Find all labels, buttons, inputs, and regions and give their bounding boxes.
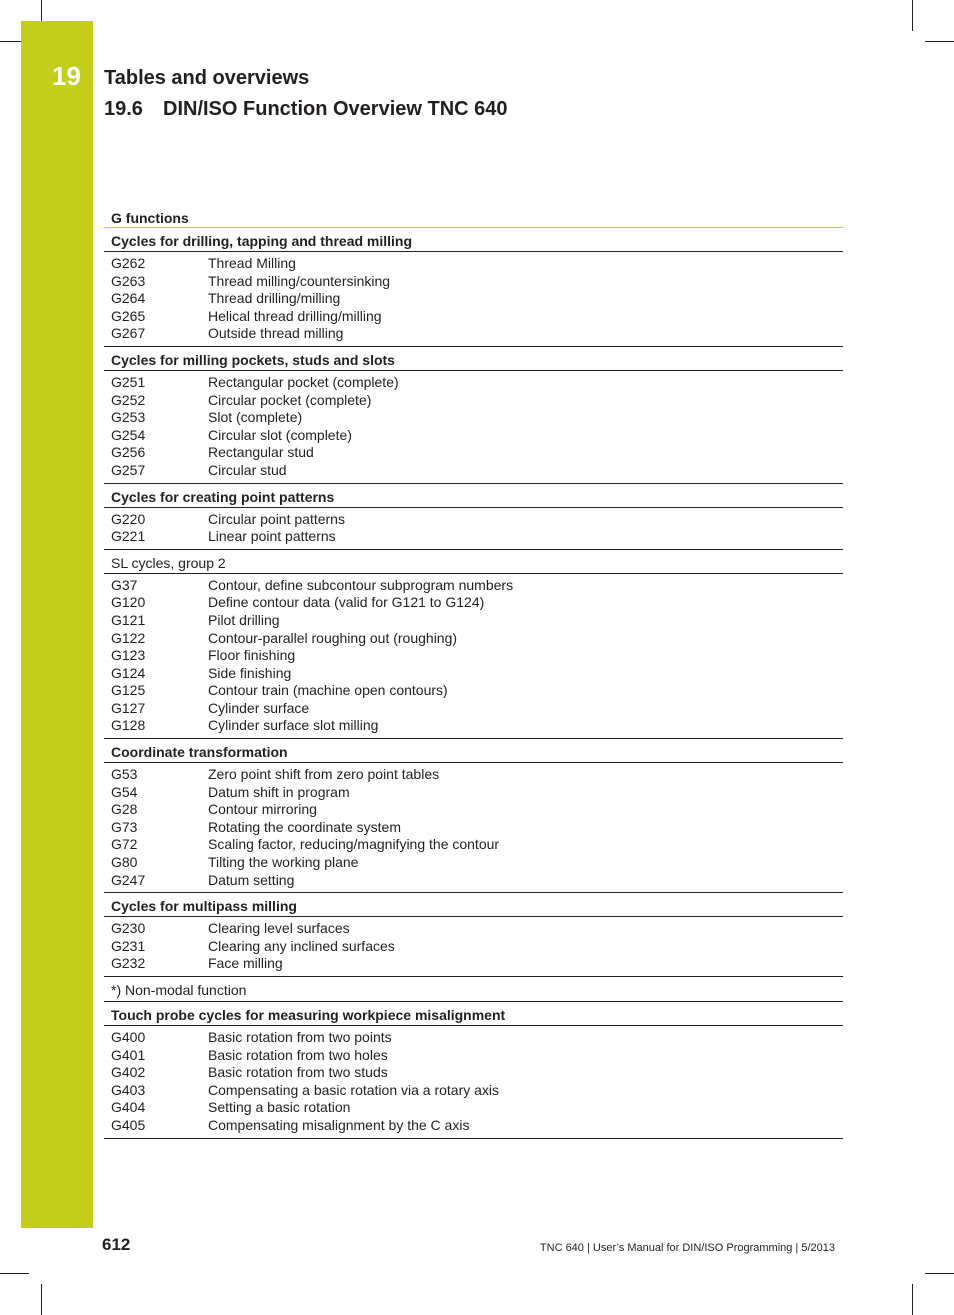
g-code: G127 bbox=[111, 699, 146, 716]
table-row bbox=[104, 630, 843, 648]
table-row bbox=[104, 462, 843, 480]
table-group bbox=[104, 228, 843, 347]
table-group bbox=[104, 1002, 843, 1139]
chapter-number: 19 bbox=[52, 61, 81, 91]
table-row bbox=[104, 594, 843, 612]
g-code: G73 bbox=[111, 818, 138, 835]
function-description: Datum setting bbox=[208, 871, 295, 888]
group-heading: Cycles for creating point patterns bbox=[104, 484, 843, 508]
group-rows bbox=[104, 508, 843, 549]
g-code: G125 bbox=[111, 682, 146, 699]
table-row bbox=[104, 427, 843, 445]
page-number: 612 bbox=[102, 1235, 131, 1254]
chapter-color-bar bbox=[21, 21, 93, 1228]
table-row bbox=[104, 577, 843, 595]
g-code: G80 bbox=[111, 854, 138, 871]
table-group bbox=[104, 977, 843, 1002]
g-code: G401 bbox=[111, 1046, 146, 1063]
g-code: G252 bbox=[111, 391, 146, 408]
table-group bbox=[104, 347, 843, 484]
function-description: Basic rotation from two points bbox=[208, 1029, 392, 1045]
table-row bbox=[104, 682, 843, 700]
function-description: Compensating misalignment by the C axis bbox=[208, 1116, 470, 1133]
section-title bbox=[104, 98, 508, 121]
table-row bbox=[104, 955, 843, 973]
group-heading: Touch probe cycles for measuring workpiece misalignment bbox=[104, 1002, 843, 1026]
function-description: Zero point shift from zero point tables bbox=[208, 766, 440, 783]
function-description: Rotating the coordinate system bbox=[208, 818, 401, 835]
chapter-title: Tables and overviews bbox=[104, 67, 310, 89]
crop-mark bbox=[925, 41, 954, 42]
group-rows bbox=[104, 371, 843, 483]
function-description: Clearing level surfaces bbox=[208, 920, 350, 937]
g-code: G405 bbox=[111, 1116, 146, 1133]
group-heading: *) Non-modal function bbox=[111, 982, 247, 998]
function-description: Pilot drilling bbox=[208, 611, 280, 628]
function-description: Thread milling/countersinking bbox=[208, 272, 391, 289]
group-heading: Cycles for milling pockets, studs and slots bbox=[104, 347, 843, 371]
function-description: Contour, define subcontour subprogram numbers bbox=[208, 576, 514, 593]
function-description: Helical thread drilling/milling bbox=[208, 307, 382, 324]
function-description: Face milling bbox=[208, 955, 283, 972]
table-row bbox=[104, 409, 843, 427]
g-code: G232 bbox=[111, 955, 146, 972]
g-code: G121 bbox=[111, 611, 146, 628]
crop-mark bbox=[41, 1284, 42, 1315]
table-row bbox=[104, 273, 843, 291]
function-description: Thread Milling bbox=[208, 255, 296, 271]
g-code: G251 bbox=[111, 373, 146, 390]
g-code: G128 bbox=[111, 717, 146, 734]
table-row bbox=[104, 612, 843, 630]
g-code: G264 bbox=[111, 290, 146, 307]
table-group bbox=[104, 739, 843, 893]
g-code: G231 bbox=[111, 937, 146, 954]
function-description: Define contour data (valid for G121 to G124) bbox=[208, 594, 485, 611]
function-description: Cylinder surface bbox=[208, 699, 310, 716]
crop-mark bbox=[0, 1273, 29, 1274]
function-description: Basic rotation from two holes bbox=[208, 1046, 388, 1063]
footer-text: TNC 640 | User’s Manual for DIN/ISO Programming | 5/2013 bbox=[539, 1242, 835, 1254]
g-code: G267 bbox=[111, 325, 146, 342]
g-code: G124 bbox=[111, 664, 146, 681]
function-description: Basic rotation from two studs bbox=[208, 1064, 388, 1081]
group-heading: SL cycles, group 2 bbox=[104, 550, 843, 574]
table-row bbox=[104, 647, 843, 665]
g-functions-table bbox=[104, 207, 843, 1139]
function-description: Tilting the working plane bbox=[208, 854, 359, 871]
function-description: Contour-parallel roughing out (roughing) bbox=[208, 629, 458, 646]
crop-mark bbox=[912, 1284, 913, 1315]
table-row bbox=[104, 392, 843, 410]
table-row bbox=[104, 717, 843, 735]
group-rows bbox=[104, 574, 843, 738]
group-heading: Cycles for multipass milling bbox=[104, 893, 843, 917]
function-description: Scaling factor, reducing/magnifying the contour bbox=[208, 836, 500, 853]
table-row bbox=[104, 444, 843, 462]
function-description: Rectangular pocket (complete) bbox=[208, 373, 399, 390]
table-row bbox=[104, 665, 843, 683]
g-code: G403 bbox=[111, 1081, 146, 1098]
g-code: G230 bbox=[111, 920, 146, 937]
table-group bbox=[104, 484, 843, 550]
crop-mark bbox=[0, 41, 21, 42]
table-row bbox=[104, 308, 843, 326]
group-rows bbox=[104, 763, 843, 892]
function-description: Circular stud bbox=[208, 461, 287, 478]
table-row bbox=[104, 1064, 843, 1082]
g-code: G37 bbox=[111, 576, 138, 593]
function-description: Contour mirroring bbox=[208, 801, 317, 818]
group-rows bbox=[104, 917, 843, 976]
section-number: 19.6 bbox=[104, 98, 143, 120]
table-row bbox=[104, 920, 843, 938]
g-code: G263 bbox=[111, 272, 146, 289]
table-row bbox=[104, 836, 843, 854]
table-row bbox=[104, 325, 843, 343]
function-description: Rectangular stud bbox=[208, 444, 314, 461]
g-code: G53 bbox=[111, 766, 138, 783]
g-code: G123 bbox=[111, 647, 146, 664]
table-row bbox=[104, 819, 843, 837]
table-row bbox=[104, 255, 843, 273]
table-group bbox=[104, 550, 843, 739]
function-description: Datum shift in program bbox=[208, 783, 350, 800]
function-description: Setting a basic rotation bbox=[208, 1099, 351, 1116]
function-description: Thread drilling/milling bbox=[208, 290, 341, 307]
function-description: Slot (complete) bbox=[208, 409, 303, 426]
table-row bbox=[104, 374, 843, 392]
table-body bbox=[104, 228, 843, 1139]
table-row bbox=[104, 854, 843, 872]
table-row bbox=[104, 528, 843, 546]
table-group bbox=[104, 893, 843, 977]
g-code: G28 bbox=[111, 801, 138, 818]
function-description: Linear point patterns bbox=[208, 528, 336, 545]
group-rows bbox=[104, 252, 843, 346]
g-code: G72 bbox=[111, 836, 138, 853]
g-code: G220 bbox=[111, 510, 146, 527]
table-row bbox=[104, 700, 843, 718]
g-code: G253 bbox=[111, 409, 146, 426]
g-code: G404 bbox=[111, 1099, 146, 1116]
table-row bbox=[104, 1047, 843, 1065]
g-code: G54 bbox=[111, 783, 138, 800]
g-code: G402 bbox=[111, 1064, 146, 1081]
table-row bbox=[104, 1099, 843, 1117]
g-code: G120 bbox=[111, 594, 146, 611]
group-rows bbox=[104, 1026, 843, 1138]
table-row bbox=[104, 1029, 843, 1047]
table-row bbox=[104, 784, 843, 802]
table-row bbox=[104, 1117, 843, 1135]
function-description: Side finishing bbox=[208, 664, 292, 681]
function-description: Cylinder surface slot milling bbox=[208, 717, 379, 734]
g-code: G256 bbox=[111, 444, 146, 461]
group-heading: Cycles for drilling, tapping and thread milling bbox=[104, 228, 843, 252]
function-description: Circular point patterns bbox=[208, 510, 345, 527]
table-title: G functions bbox=[104, 207, 843, 228]
g-code: G221 bbox=[111, 528, 146, 545]
g-code: G122 bbox=[111, 629, 146, 646]
table-row bbox=[104, 1082, 843, 1100]
g-code: G257 bbox=[111, 461, 146, 478]
function-description: Circular slot (complete) bbox=[208, 426, 352, 443]
table-row bbox=[104, 938, 843, 956]
function-description: Outside thread milling bbox=[208, 325, 344, 342]
table-row bbox=[104, 290, 843, 308]
group-heading: Coordinate transformation bbox=[104, 739, 843, 763]
section-heading: DIN/ISO Function Overview TNC 640 bbox=[163, 98, 508, 120]
function-description: Contour train (machine open contours) bbox=[208, 682, 448, 699]
function-description: Clearing any inclined surfaces bbox=[208, 937, 395, 954]
function-description: Floor finishing bbox=[208, 647, 296, 664]
g-code: G247 bbox=[111, 871, 146, 888]
crop-mark bbox=[925, 1273, 954, 1274]
function-description: Circular pocket (complete) bbox=[208, 391, 372, 408]
g-code: G254 bbox=[111, 426, 146, 443]
g-code: G265 bbox=[111, 307, 146, 324]
table-row bbox=[104, 801, 843, 819]
crop-mark bbox=[41, 0, 42, 21]
function-description: Compensating a basic rotation via a rotary axis bbox=[208, 1081, 500, 1098]
g-code: G400 bbox=[111, 1029, 146, 1045]
table-row bbox=[104, 872, 843, 890]
table-row bbox=[104, 766, 843, 784]
g-code: G262 bbox=[111, 255, 146, 271]
crop-mark bbox=[912, 0, 913, 31]
table-row bbox=[104, 511, 843, 529]
